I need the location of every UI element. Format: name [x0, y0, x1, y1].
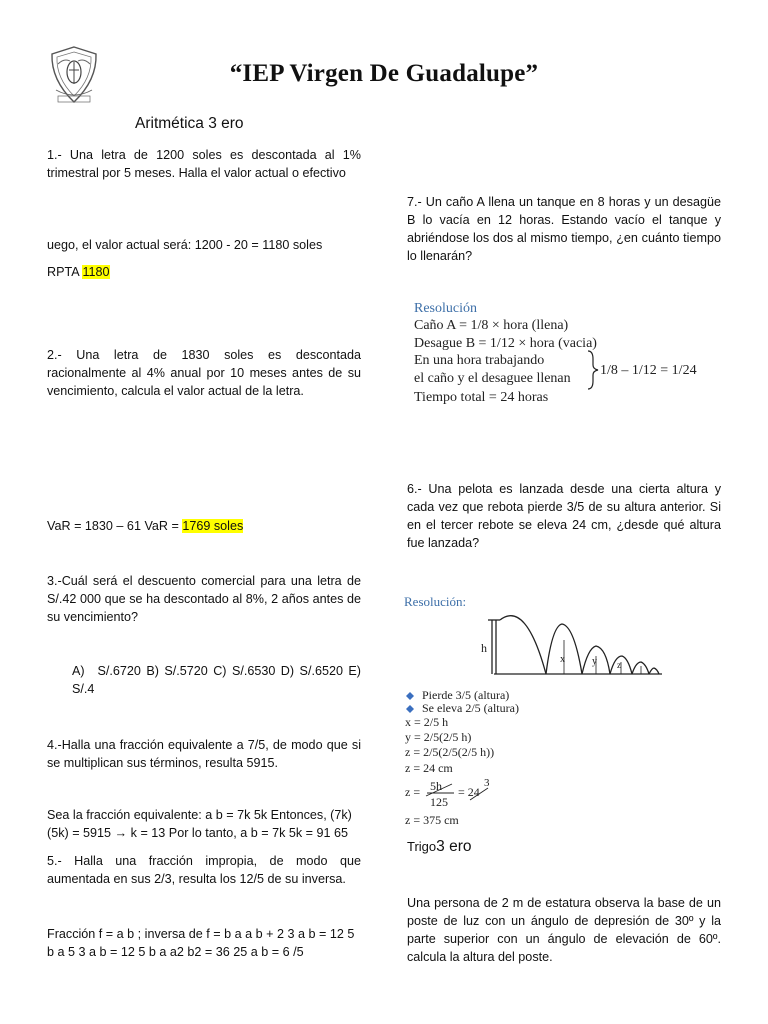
res1-result: 1/8 – 1/12 = 1/24	[600, 363, 697, 378]
label-z: z	[617, 660, 621, 670]
question-4: 4.-Halla una fracción equivalente a 7/5, de modo que si se multiplican sus términos, resulta 5915.	[47, 738, 361, 770]
trigo-question: Una persona de 2 m de estatura observa la base de un poste de luz con un ángulo de depresión de 30º y la parte superior con un ángulo de elevación de 60º. calcula la altura del poste.	[407, 896, 721, 964]
question-3-options	[72, 662, 361, 698]
res2-eq1: x = 2/5 h	[405, 715, 449, 729]
diamond-bullet-icon	[406, 705, 414, 713]
res2-bullet1: Pierde 3/5 (altura)	[422, 688, 510, 702]
answer-2	[47, 517, 361, 535]
res2-eq5-sup: 3	[484, 777, 490, 789]
res1-line4: el caño y el desaguee llenan	[414, 371, 571, 386]
rpta-line	[47, 263, 361, 281]
res2-bullet2: Se eleva 2/5 (altura)	[422, 701, 519, 715]
res2-eq5-lhs: z =	[405, 785, 421, 799]
question-5: 5.- Halla una fracción impropia, de modo que aumentada en sus 2/3, resulta los 12/5 de su inversa.	[47, 854, 361, 886]
rpta-label: RPTA	[47, 265, 83, 279]
res2-eq5-den: 125	[430, 795, 448, 809]
diamond-bullet-icon	[406, 692, 414, 700]
answer-2-value: 1769 soles	[182, 519, 244, 533]
answer-1: uego, el valor actual será: 1200 - 20 = 1180 soles	[47, 238, 323, 252]
question-7: 7.- Un caño A llena un tanque en 8 horas y un desagüe B lo vacía en 12 horas. Estando vacío el tanque y abriéndose los dos al mismo tiempo, ¿en cuánto tiempo lo llenarán?	[407, 195, 721, 263]
brace-icon	[588, 351, 598, 389]
label-h: h	[481, 641, 487, 655]
res2-heading: Resolución:	[404, 594, 467, 609]
answer-4: Sea la fracción equivalente: a b = 7k 5k Entonces, (7k)(5k) = 5915 → k = 13 Por lo tanto, a b = 7k 5k = 91 65	[47, 808, 352, 840]
trigo-big: 3 ero	[436, 838, 472, 855]
option-marker: A)	[72, 664, 85, 678]
subject-heading: Aritmética 3 ero	[135, 115, 244, 132]
res2-eq4: z = 24 cm	[405, 761, 453, 775]
resolution-figure-2	[396, 590, 676, 830]
res1-heading: Resolución	[414, 301, 477, 316]
trigo-small: Trigo	[407, 839, 437, 854]
res2-eq5-num: 5h	[430, 779, 442, 793]
res1-line1: Caño A = 1/8 × hora (llena)	[414, 318, 569, 333]
res1-line3: En una hora trabajando	[414, 353, 545, 368]
res2-eq6: z = 375 cm	[405, 813, 459, 827]
rpta-value: 1180	[82, 265, 110, 279]
res1-line2: Desague B = 1/12 × hora (vacia)	[414, 336, 597, 351]
document-title: “IEP Virgen De Guadalupe”	[229, 60, 539, 87]
options-text: S/.6720 B) S/.5720 C) S/.6530 D) S/.6520 E) S/.4	[72, 664, 361, 696]
bounce-diagram	[488, 616, 662, 674]
res2-eq3: z = 2/5(2/5(2/5 h))	[405, 745, 495, 759]
label-y: y	[592, 656, 597, 667]
question-6: 6.- Una pelota es lanzada desde una cierta altura y cada vez que rebota pierde 3/5 de su altura anterior. Si en el tercer rebote se eleva 24 cm, ¿desde qué altura fue lanzada?	[407, 482, 721, 550]
trigo-heading	[407, 838, 471, 856]
label-x: x	[560, 654, 565, 665]
question-1	[47, 146, 361, 182]
answer-5: Fracción f = a b ; inversa de f = b a a b + 2 3 a b = 12 5 b a 5 3 a b = 12 5 b a a2 b2 = 36 25 a b = 6 /5	[47, 927, 355, 959]
res1-line5: Tiempo total = 24 horas	[414, 390, 549, 405]
res2-eq5-rhs: = 24	[458, 785, 480, 799]
resolution-figure-1	[410, 295, 720, 410]
res2-eq2: y = 2/5(2/5 h)	[405, 730, 472, 744]
question-1-text: 1.- Una letra de 1200 soles es descontada al 1% trimestral por 5 meses. Halla el valor actual o efectivo	[47, 148, 361, 180]
answer-2-prefix: VaR = 1830 – 61 VaR =	[47, 519, 183, 533]
question-2: 2.- Una letra de 1830 soles es descontada racionalmente al 4% anual por 10 meses antes de su vencimiento, calcula el valor actual de la letra.	[47, 348, 361, 398]
question-3: 3.-Cuál será el descuento comercial para una letra de S/.42 000 que se ha descontado al 8%, 2 años antes de su vencimiento?	[47, 574, 361, 624]
